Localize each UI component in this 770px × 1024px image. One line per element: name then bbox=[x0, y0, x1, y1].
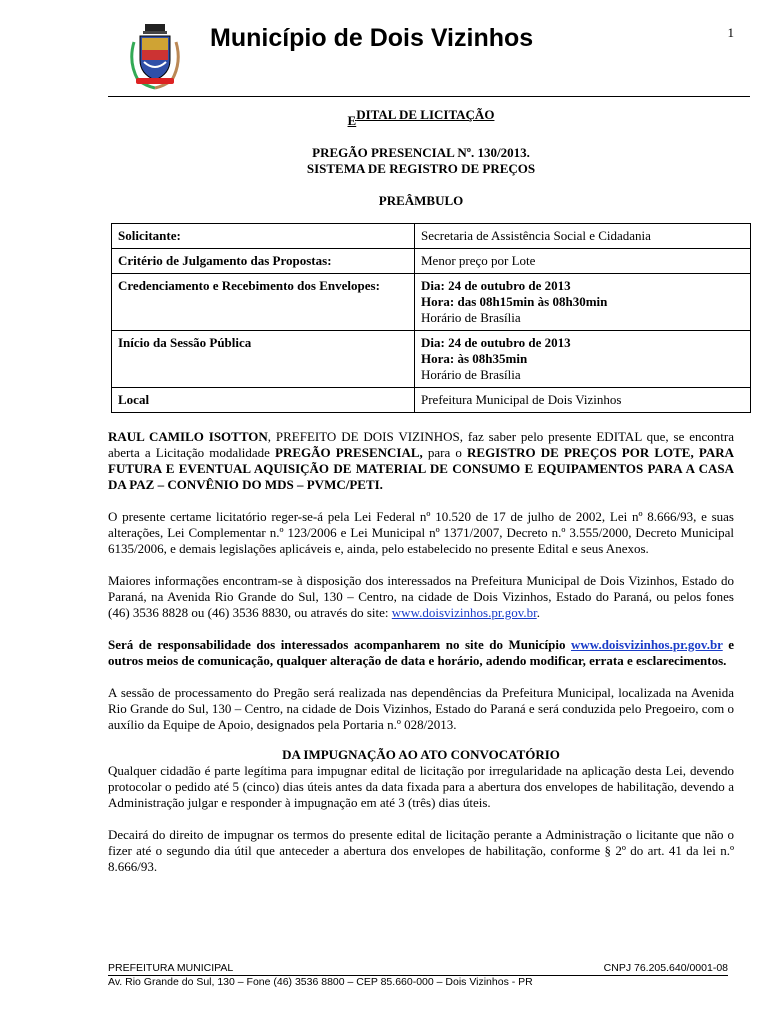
opening-connector: para o bbox=[422, 445, 468, 460]
info-label: Início da Sessão Pública bbox=[112, 331, 415, 388]
footer-address: Av. Rio Grande do Sul, 130 – Fone (46) 3536 8800 – CEP 85.660-000 – Dois Vizinhos - PR bbox=[108, 976, 533, 988]
mayor-name: RAUL CAMILO ISOTTON bbox=[108, 429, 268, 444]
info-value-line: Dia: 24 de outubro de 2013 bbox=[421, 335, 571, 350]
info-value-line: Dia: 24 de outubro de 2013 bbox=[421, 278, 571, 293]
header-divider bbox=[108, 96, 750, 97]
responsibility-text: Será de responsabilidade dos interessados acompanharem no site do Município bbox=[108, 637, 571, 652]
title-initial: E bbox=[347, 113, 357, 128]
page-number: 1 bbox=[727, 25, 734, 40]
responsibility-end: e outros meios de comunicação, qualquer alteração de data e horário, adendo modificar, errata e esclarecimentos. bbox=[108, 637, 734, 668]
info-table-row bbox=[112, 274, 751, 331]
info-value-line: Menor preço por Lote bbox=[421, 253, 536, 268]
info-value bbox=[415, 224, 751, 249]
paragraph-contact-info bbox=[108, 573, 734, 621]
paragraph-responsibility bbox=[108, 637, 734, 669]
info-label: Solicitante: bbox=[112, 224, 415, 249]
info-table-row bbox=[112, 249, 751, 274]
municipal-coat-of-arms-icon bbox=[126, 22, 184, 90]
info-value bbox=[415, 274, 751, 331]
document-header bbox=[118, 22, 758, 96]
info-table bbox=[111, 223, 751, 413]
info-value bbox=[415, 331, 751, 388]
info-table-row bbox=[112, 224, 751, 249]
sistema-registro: SISTEMA DE REGISTRO DE PREÇOS bbox=[306, 161, 536, 176]
info-value-line: Horário de Brasília bbox=[421, 310, 521, 325]
title-rest: DITAL DE LICITAÇÃO bbox=[356, 107, 495, 122]
info-label: Critério de Julgamento das Propostas: bbox=[112, 249, 415, 274]
website-link[interactable]: www.doisvizinhos.pr.gov.br bbox=[391, 605, 537, 620]
info-label: Local bbox=[112, 388, 415, 413]
info-table-row bbox=[112, 331, 751, 388]
document-footer bbox=[108, 962, 728, 989]
info-label: Credenciamento e Recebimento dos Envelopes: bbox=[112, 274, 415, 331]
info-value-line: Secretaria de Assistência Social e Cidadania bbox=[421, 228, 651, 243]
info-value bbox=[415, 388, 751, 413]
paragraph-decadencia: Decairá do direito de impugnar os termos do presente edital de licitação perante a Administração o licitante que não o fizer até o segundo dia útil que anteceder a abertura dos envelopes de habilitação, conforme § 2º do art. 41 da lei n.º 8.666/93. bbox=[108, 827, 734, 874]
footer-prefeitura: PREFEITURA MUNICIPAL bbox=[108, 962, 234, 974]
contact-text: Maiores informações encontram-se à disposição dos interessados na Prefeitura Municipal de Dois Vizinhos, Estado do Paraná, na Avenida Rio Grande do Sul, 130 – Centro, na cidade de Dois Vizinhos, Estado do Paraná, ou pelos fones (46) 3536 8828 ou (46) 3536 8830, ou através do site: bbox=[108, 573, 734, 620]
contact-end: . bbox=[536, 605, 540, 620]
info-value-line: Hora: das 08h15min às 08h30min bbox=[421, 294, 608, 309]
info-value-line: Hora: às 08h35min bbox=[421, 351, 528, 366]
preambulo-heading: PREÂMBULO bbox=[378, 193, 464, 208]
info-value-line: Prefeitura Municipal de Dois Vizinhos bbox=[421, 392, 622, 407]
paragraph-impugnacao: Qualquer cidadão é parte legítima para impugnar edital de licitação por irregularidade na aplicação desta Lei, devendo protocolar o pedido até 5 (cinco) dias úteis antes da data fixada para a abertura dos envelopes de habilitação, devendo a Administração julgar e responder à impugnação em até 3 (três) dias úteis. bbox=[108, 763, 734, 810]
info-value-line: Horário de Brasília bbox=[421, 367, 521, 382]
opening-text: , PREFEITO DE DOIS VIZINHOS, faz saber pelo presente EDITAL que, se encontra aberta a Licitação modalidade bbox=[108, 429, 734, 460]
footer-cnpj: CNPJ 76.205.640/0001-08 bbox=[603, 962, 728, 974]
paragraph-opening bbox=[108, 429, 734, 493]
info-table-row bbox=[112, 388, 751, 413]
licitacao-objeto: REGISTRO DE PREÇOS POR LOTE, PARA FUTURA E EVENTUAL AQUISIÇÃO DE MATERIAL DE CONSUMO E EQUIPAMENTOS PARA A CASA DA PAZ – CONVÊNIO DO MDS – PVMC/PETI. bbox=[108, 445, 734, 492]
municipality-title: Município de Dois Vizinhos bbox=[210, 24, 534, 52]
paragraph-legal-basis: O presente certame licitatório reger-se-á pela Lei Federal nº 10.520 de 17 de julho de 2002, Lei nº 8.666/93, e suas alterações, Lei Complementar n.º 123/2006 e Lei Municipal nº 1371/2007, Decreto n.º 3.555/2000, Decreto Municipal 6135/2006, e demais legislações aplicáveis e, ainda, pelo estabelecido no presente Edital e seus Anexos. bbox=[108, 509, 734, 556]
paragraph-session: A sessão de processamento do Pregão será realizada nas dependências da Prefeitura Municipal, localizada na Avenida Rio Grande do Sul, 130 – Centro, na cidade de Dois Vizinhos, Estado do Paraná e será conduzida pelo Pregoeiro, com o auxílio da Equipe de Apoio, designados pela Portaria n.º 028/2013. bbox=[108, 685, 734, 732]
document-body bbox=[108, 104, 734, 875]
website-link-2[interactable]: www.doisvizinhos.pr.gov.br bbox=[571, 637, 723, 652]
pregao-number: PREGÃO PRESENCIAL Nº. 130/2013. bbox=[312, 145, 530, 160]
section-heading-impugnacao: DA IMPUGNAÇÃO AO ATO CONVOCATÓRIO bbox=[282, 747, 560, 762]
document-title bbox=[108, 107, 734, 129]
info-value bbox=[415, 249, 751, 274]
modalidade: PREGÃO PRESENCIAL, bbox=[275, 445, 423, 460]
